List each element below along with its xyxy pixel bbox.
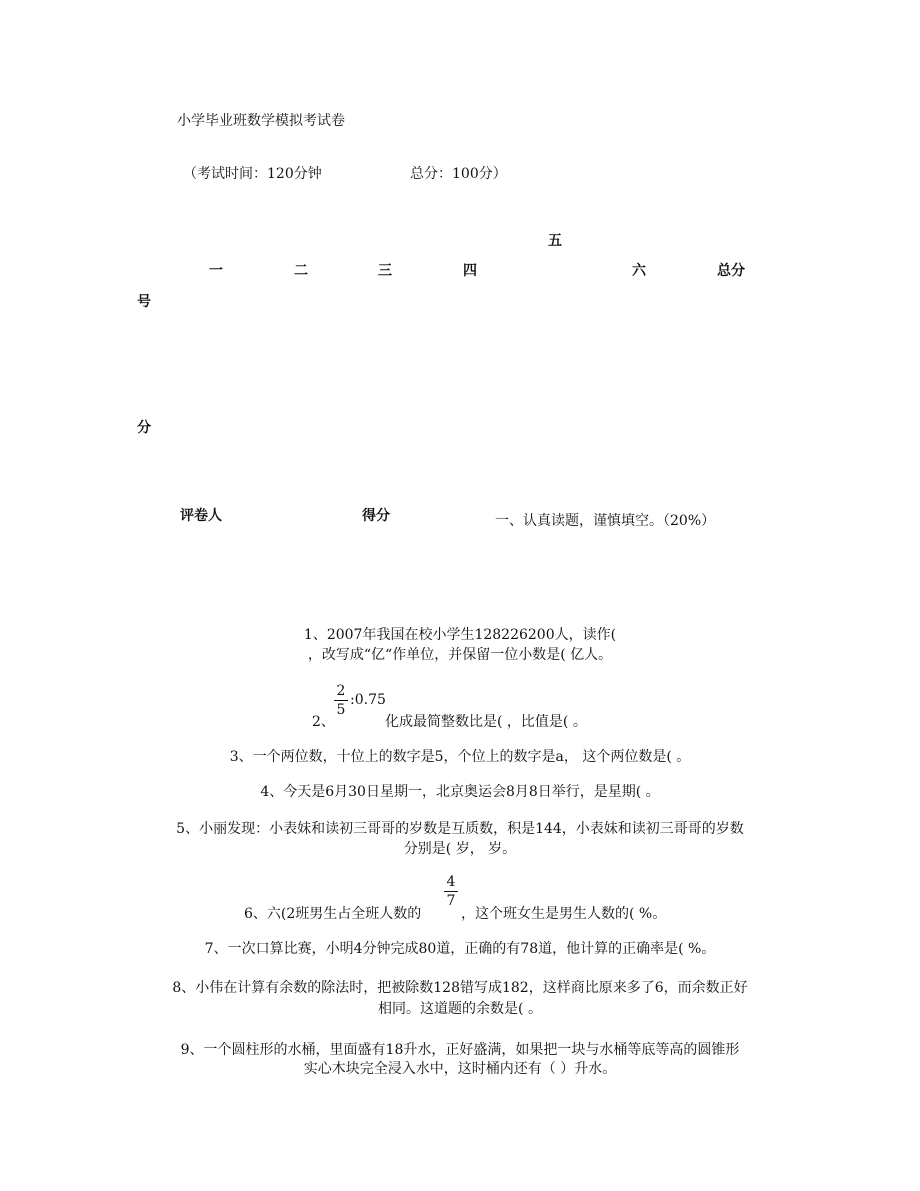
section-heading: 一、认真读题，谨慎填空。（20%）	[495, 513, 716, 529]
question-2-numerator: 2	[336, 683, 346, 699]
question-6-denominator: 7	[446, 893, 456, 909]
question-2-text: 化成最简整数比是( ，比值是( 。	[385, 714, 587, 730]
question-8-line-1: 8、小伟在计算有余数的除法时，把被除数128错写成182，这样商比原来多了6，而余数正好	[172, 980, 748, 996]
column-header-1: 一	[209, 263, 223, 279]
question-6-fraction	[444, 874, 458, 909]
question-4: 4、今天是6月30日星期一，北京奥运会8月8日举行，是星期( 。	[260, 784, 660, 800]
question-6-text-end: ，这个班女生是男生人数的( %。	[461, 906, 667, 922]
question-5-line-1: 5、小丽发现：小表妹和读初三哥哥的岁数是互质数，积是144，小表妹和读初三哥哥的岁数	[176, 821, 744, 837]
score-label: 得分	[362, 508, 390, 524]
row-label-number: 号	[137, 294, 151, 310]
exam-total-score: 总分：100分）	[410, 166, 507, 182]
question-5-line-2: 分别是( 岁， 岁。	[403, 841, 517, 857]
column-header-5: 五	[548, 233, 562, 249]
question-2-ratio: :0.75	[350, 692, 386, 708]
column-header-total: 总分	[717, 263, 745, 279]
question-6-text: 6、六(2班男生占全班人数的	[244, 906, 422, 922]
question-1-line-2: ，改写成“亿“作单位，并保留一位小数是( 亿人。	[307, 647, 613, 663]
question-2-fraction	[334, 683, 348, 718]
fraction-bar	[444, 891, 458, 892]
column-header-4: 四	[463, 263, 477, 279]
question-1-line-1: 1、2007年我国在校小学生128226200人，读作(	[303, 627, 617, 643]
column-header-6: 六	[632, 263, 646, 279]
row-label-score: 分	[137, 420, 151, 436]
question-8-line-2: 相同。这道题的余数是( 。	[378, 1001, 542, 1017]
question-6-numerator: 4	[446, 874, 456, 890]
question-7: 7、一次口算比赛，小明4分钟完成80道，正确的有78道，他计算的正确率是( %。	[204, 941, 716, 957]
column-header-2: 二	[294, 263, 308, 279]
question-3: 3、一个两位数，十位上的数字是5，个位上的数字是a， 这个两位数是( 。	[229, 749, 691, 765]
reviewer-label: 评卷人	[180, 508, 222, 524]
exam-time: （考试时间：120分钟	[183, 166, 322, 182]
question-2-denominator: 5	[336, 702, 346, 718]
question-9-line-2: 实心木块完全浸入水中，这时桶内还有（ ）升水。	[303, 1061, 617, 1077]
fraction-bar	[334, 700, 348, 701]
question-2-number: 2、	[312, 714, 335, 730]
column-header-3: 三	[378, 263, 392, 279]
question-9-line-1: 9、一个圆柱形的水桶，里面盛有18升水，正好盛满，如果把一块与水桶等底等高的圆锥形	[180, 1042, 740, 1058]
exam-title: 小学毕业班数学模拟考试卷	[177, 113, 345, 129]
